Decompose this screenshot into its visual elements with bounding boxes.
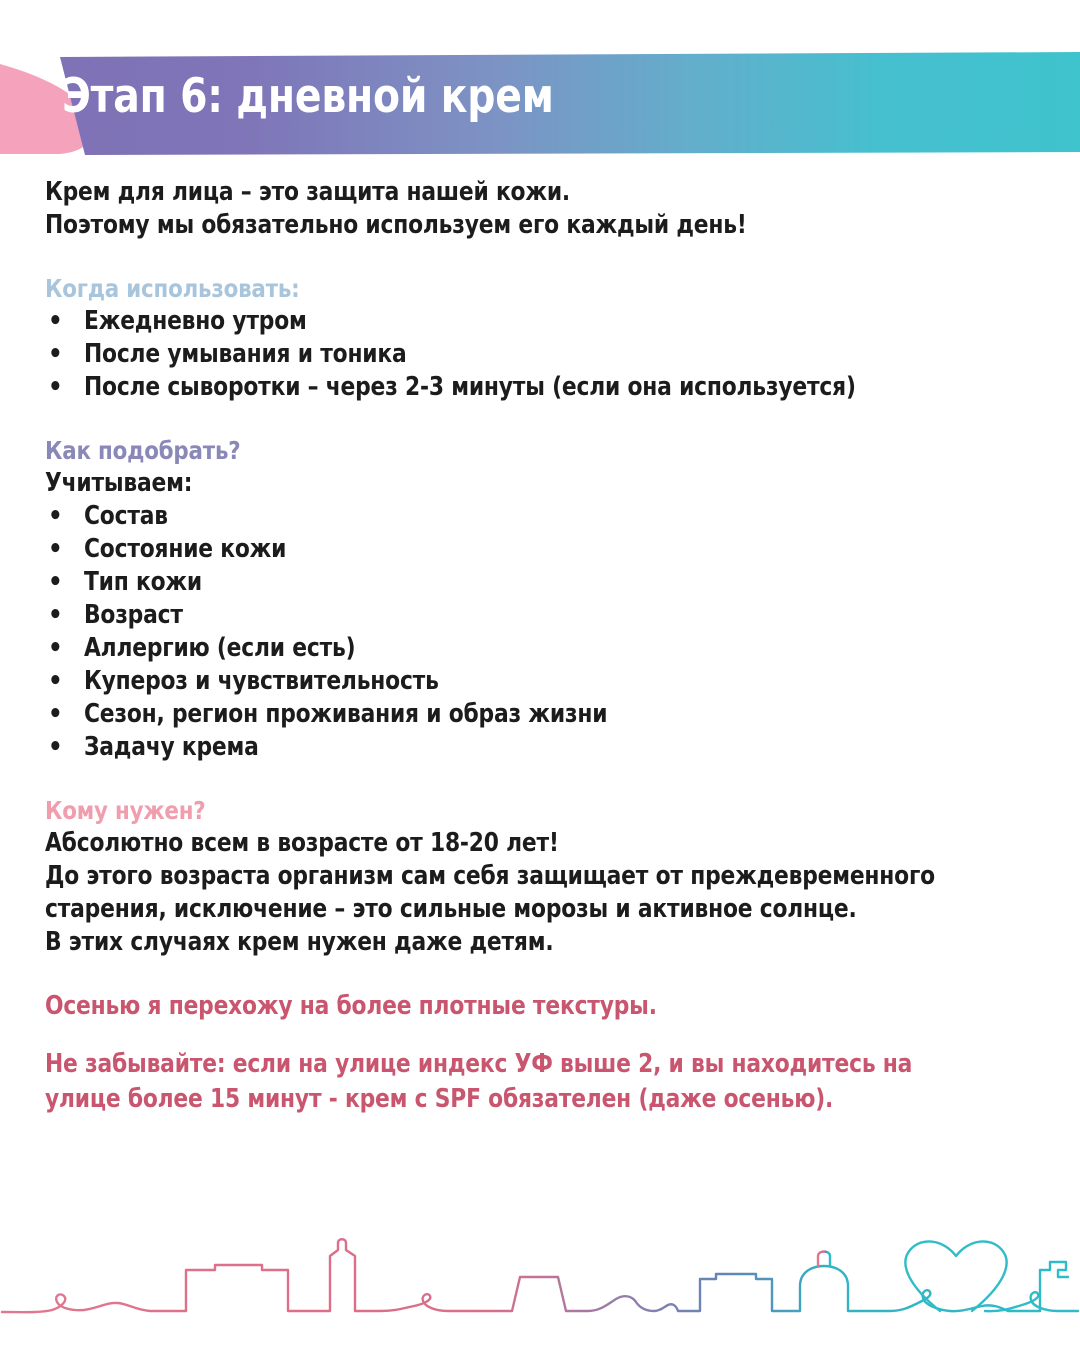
- content-area: [45, 176, 1045, 1117]
- list-item: [45, 500, 1045, 533]
- spf-reminder-line-1: Не забывайте: если на улице индекс УФ выше 2, и вы находитесь на: [45, 1049, 913, 1079]
- skyline-right-segment: [0, 1212, 1080, 1332]
- bullet-icon: •: [48, 699, 63, 729]
- bullet-icon: •: [48, 633, 63, 663]
- autumn-note: Осенью я перехожу на более плотные текстуры.: [45, 991, 657, 1021]
- intro-line-2: Поэтому мы обязательно используем его каждый день!: [45, 210, 747, 240]
- section-when-to-use: [45, 272, 1045, 404]
- list-item: [45, 338, 1045, 371]
- list-item-label: Тип кожи: [84, 567, 203, 597]
- section-how-to-choose: [45, 434, 1045, 764]
- bullet-icon: •: [48, 534, 63, 564]
- list-item-label: Ежедневно утром: [84, 306, 307, 336]
- list-item: [45, 305, 1045, 338]
- list-item: [45, 371, 1045, 404]
- intro-block: [45, 176, 1045, 242]
- list-item: [45, 698, 1045, 731]
- section-who-heading: Кому нужен?: [45, 796, 206, 825]
- intro-line-1: Крем для лица – это защита нашей кожи.: [45, 177, 571, 207]
- bullet-icon: •: [48, 339, 63, 369]
- section-how-heading: Как подобрать?: [45, 436, 241, 465]
- section-who-line-2: До этого возраста организм сам себя защищает от преждевременного: [45, 861, 935, 891]
- list-item: [45, 566, 1045, 599]
- bullet-icon: •: [48, 372, 63, 402]
- list-item: [45, 731, 1045, 764]
- list-item: [45, 599, 1045, 632]
- section-when-list: [45, 305, 1045, 404]
- section-when-heading: Когда использовать:: [45, 274, 300, 303]
- section-who-line-1: Абсолютно всем в возрасте от 18-20 лет!: [45, 828, 559, 858]
- list-item-label: После умывания и тоника: [84, 339, 407, 369]
- section-who-needs-it: [45, 794, 1045, 959]
- list-item-label: Возраст: [84, 600, 183, 630]
- section-who-line-4: В этих случаях крем нужен даже детям.: [45, 927, 554, 957]
- bullet-icon: •: [48, 567, 63, 597]
- list-item-label: Аллергию (если есть): [84, 633, 356, 663]
- spf-reminder-line-2: улице более 15 минут - крем с SPF обязателен (даже осенью).: [45, 1084, 834, 1114]
- page-title: Этап 6: дневной крем: [62, 69, 554, 124]
- list-item-label: Купероз и чувствительность: [84, 666, 439, 696]
- list-item-label: Задачу крема: [84, 732, 259, 762]
- bullet-icon: •: [48, 600, 63, 630]
- list-item: [45, 665, 1045, 698]
- list-item-label: Состояние кожи: [84, 534, 287, 564]
- bullet-icon: •: [48, 501, 63, 531]
- bullet-icon: •: [48, 732, 63, 762]
- spf-reminder-note: [45, 1047, 1045, 1117]
- list-item: [45, 632, 1045, 665]
- bullet-icon: •: [48, 306, 63, 336]
- section-how-subheading: Учитываем:: [45, 468, 193, 498]
- list-item: [45, 533, 1045, 566]
- footer-skyline-decoration: [0, 1212, 1080, 1332]
- list-item-label: Сезон, регион проживания и образ жизни: [84, 699, 608, 729]
- section-how-list: [45, 500, 1045, 764]
- section-who-line-3: старения, исключение – это сильные морозы и активное солнце.: [45, 894, 857, 924]
- list-item-label: Состав: [84, 501, 168, 531]
- bullet-icon: •: [48, 666, 63, 696]
- list-item-label: После сыворотки – через 2-3 минуты (если она используется): [84, 372, 856, 402]
